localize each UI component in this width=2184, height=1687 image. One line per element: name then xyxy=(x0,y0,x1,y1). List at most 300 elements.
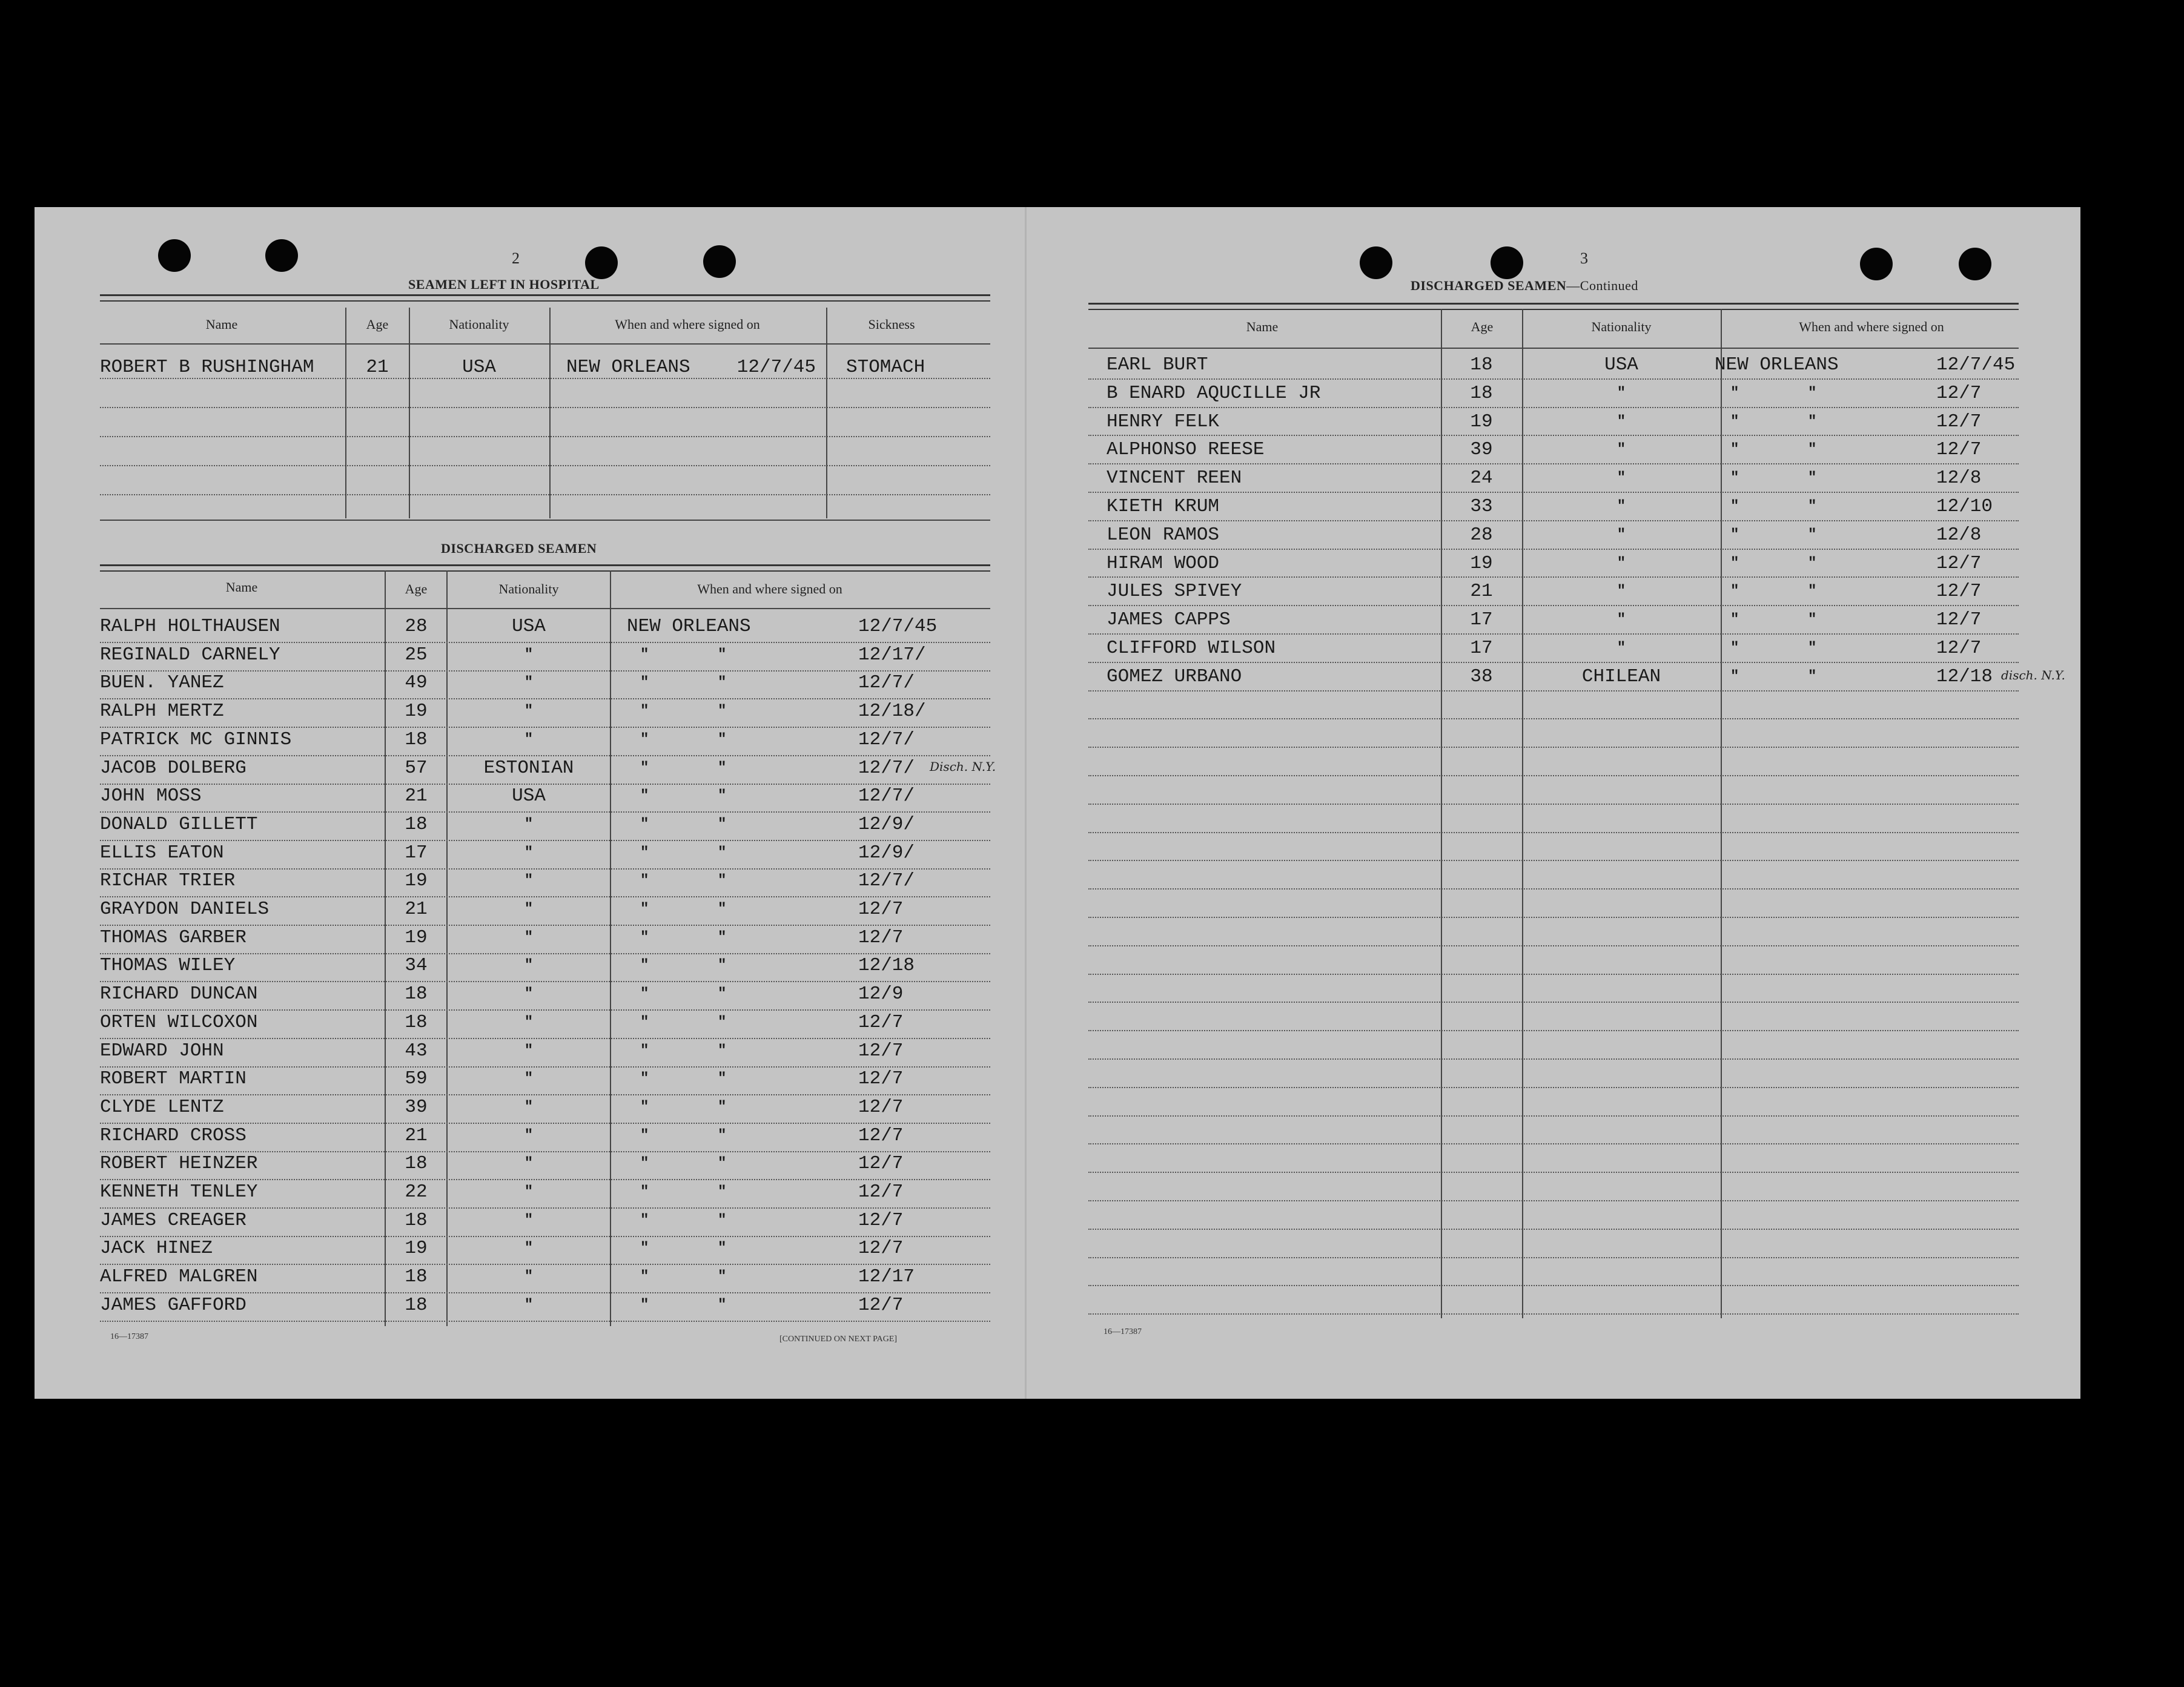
discharged-cell-date: 12/7 xyxy=(858,899,904,920)
discharge-note: disch. N.Y. xyxy=(2001,668,2065,682)
discharged-row-line xyxy=(100,896,990,897)
discharged-row-line xyxy=(100,1207,990,1209)
continued-on-next-page: [CONTINUED ON NEXT PAGE] xyxy=(779,1335,898,1344)
right-cell-place-ditto: " xyxy=(1808,527,1817,543)
right-cell-date: 12/18 xyxy=(1936,666,1993,687)
right-row-line xyxy=(1088,974,2019,975)
discharged-cell-place: " xyxy=(640,1155,649,1172)
right-cell-name: LEON RAMOS xyxy=(1107,524,1220,546)
right-cell-name: HENRY FELK xyxy=(1107,411,1220,432)
discharged-cell-age: 49 xyxy=(405,672,428,693)
right-cell-age: 39 xyxy=(1470,439,1493,460)
discharged-cell-age: 18 xyxy=(405,1153,428,1174)
discharged-cell-date: 12/7 xyxy=(858,1238,904,1259)
discharged-cell-nationality: " xyxy=(524,1297,534,1313)
right-header-nationality: Nationality xyxy=(1591,319,1652,334)
right-cell-name: KIETH KRUM xyxy=(1107,496,1220,517)
right-cell-age: 33 xyxy=(1470,496,1493,517)
discharged-cell-age: 21 xyxy=(405,899,428,920)
discharged-cell-place-ditto: " xyxy=(718,760,727,776)
discharged-cell-date: 12/7/ xyxy=(858,758,915,779)
discharged-section-title: DISCHARGED SEAMEN xyxy=(441,541,597,556)
right-cell-nationality: " xyxy=(1616,441,1626,458)
discharged-header-age: Age xyxy=(405,581,428,596)
right-cell-place-ditto: " xyxy=(1808,441,1817,458)
discharged-cell-place-ditto: " xyxy=(718,845,727,861)
hospital-row-line xyxy=(100,436,990,437)
right-cell-name: ALPHONSO REESE xyxy=(1107,439,1265,460)
hospital-header-sickness: Sickness xyxy=(868,317,915,332)
discharged-cell-place: " xyxy=(640,1127,649,1144)
right-row-line xyxy=(1088,832,2019,833)
right-cell-place-ditto: " xyxy=(1808,583,1817,599)
discharged-cell-place-ditto: " xyxy=(718,957,727,974)
discharged-cell-place: " xyxy=(640,1269,649,1285)
right-cell-place: " xyxy=(1730,640,1739,656)
discharged-cell-place-ditto: " xyxy=(718,1099,727,1115)
hospital-column-rule xyxy=(409,308,410,518)
discharged-cell-place: " xyxy=(640,731,649,748)
discharged-cell-age: 34 xyxy=(405,955,428,976)
punch-hole xyxy=(1959,248,1991,280)
page-number-left: 2 xyxy=(512,249,520,267)
discharged-row-line xyxy=(100,1321,990,1322)
discharged-row-line xyxy=(100,670,990,672)
discharged-cell-nationality: " xyxy=(524,703,534,719)
discharged-cell-name: ROBERT HEINZER xyxy=(100,1153,258,1174)
discharged-cell-place: " xyxy=(640,788,649,804)
right-row-line xyxy=(1088,1087,2019,1088)
right-cell-place-ditto: " xyxy=(1808,470,1817,486)
right-cell-date: 12/8 xyxy=(1936,467,1982,489)
right-row-line xyxy=(1088,1200,2019,1201)
discharged-row-line xyxy=(100,1292,990,1293)
hospital-title-rule xyxy=(100,294,990,302)
discharged-cell-name: EDWARD JOHN xyxy=(100,1040,224,1061)
right-row-line xyxy=(1088,378,2019,380)
right-cell-date: 12/7/45 xyxy=(1936,354,2016,375)
right-row-line xyxy=(1088,747,2019,748)
discharged-continued-title xyxy=(1411,278,1638,294)
right-row-line xyxy=(1088,888,2019,890)
right-cell-place-ditto: " xyxy=(1808,414,1817,430)
discharged-cell-place: " xyxy=(640,929,649,946)
discharged-cell-place-ditto: " xyxy=(718,1297,727,1313)
discharged-row-line xyxy=(100,1236,990,1237)
right-cell-age: 38 xyxy=(1470,666,1493,687)
right-cell-nationality: " xyxy=(1616,498,1626,515)
right-row-line xyxy=(1088,775,2019,776)
right-row-line xyxy=(1088,1030,2019,1031)
right-cell-name: EARL BURT xyxy=(1107,354,1208,375)
discharged-cell-place: " xyxy=(640,1212,649,1229)
discharged-cell-place-ditto: " xyxy=(718,1240,727,1256)
discharged-row-line xyxy=(100,1066,990,1068)
right-cell-date: 12/7 xyxy=(1936,383,1982,404)
discharged-row-line xyxy=(100,1151,990,1152)
discharged-cell-name: BUEN. YANEZ xyxy=(100,672,224,693)
discharge-note: Disch. N.Y. xyxy=(930,759,996,774)
discharged-column-rule xyxy=(446,570,448,1326)
hospital-section-title: SEAMEN LEFT IN HOSPITAL xyxy=(408,277,600,292)
right-row-line xyxy=(1088,520,2019,521)
discharged-cell-name: REGINALD CARNELY xyxy=(100,644,280,665)
right-header-age: Age xyxy=(1471,319,1494,334)
right-cell-place-ditto: " xyxy=(1808,498,1817,515)
right-row-line xyxy=(1088,860,2019,861)
right-cell-name: CLIFFORD WILSON xyxy=(1107,638,1276,659)
discharged-cell-place: " xyxy=(640,760,649,776)
discharged-row-line xyxy=(100,1009,990,1011)
hospital-row-line xyxy=(100,494,990,495)
discharged-cell-nationality: " xyxy=(524,929,534,946)
discharged-continued-title-main: DISCHARGED SEAMEN xyxy=(1411,278,1567,293)
discharged-cell-nationality: " xyxy=(524,816,534,833)
discharged-cell-place: " xyxy=(640,845,649,861)
discharged-cell-nationality: " xyxy=(524,1099,534,1115)
discharged-cell-nationality: " xyxy=(524,1269,534,1285)
punch-hole xyxy=(1360,246,1392,279)
discharged-cell-age: 18 xyxy=(405,1012,428,1033)
right-cell-date: 12/10 xyxy=(1936,496,1993,517)
punch-hole xyxy=(1491,246,1523,279)
right-cell-place: " xyxy=(1730,414,1739,430)
discharged-cell-name: JACOB DOLBERG xyxy=(100,758,247,779)
right-cell-place: " xyxy=(1730,555,1739,572)
hospital-bottom-rule xyxy=(100,520,990,521)
discharged-cell-name: PATRICK MC GINNIS xyxy=(100,729,292,750)
right-row-line xyxy=(1088,1058,2019,1060)
discharged-cell-place-ditto: " xyxy=(718,929,727,946)
discharged-cell-nationality: " xyxy=(524,957,534,974)
discharged-cell-nationality: USA xyxy=(512,616,546,637)
right-header-rule xyxy=(1088,348,2019,349)
discharged-cell-date: 12/17 xyxy=(858,1266,915,1287)
right-row-line xyxy=(1088,1285,2019,1286)
discharged-cell-name: RICHARD CROSS xyxy=(100,1125,247,1146)
right-row-line xyxy=(1088,1172,2019,1173)
discharged-cell-place-ditto: " xyxy=(718,1014,727,1031)
discharged-cell-name: JAMES GAFFORD xyxy=(100,1295,247,1316)
discharged-cell-nationality: " xyxy=(524,845,534,861)
right-row-line xyxy=(1088,917,2019,918)
discharged-cell-date: 12/7 xyxy=(858,1295,904,1316)
discharged-title-rule xyxy=(100,564,990,572)
right-cell-nationality: " xyxy=(1616,470,1626,486)
discharged-cell-name: RALPH HOLTHAUSEN xyxy=(100,616,280,637)
right-row-line xyxy=(1088,1115,2019,1117)
punch-hole xyxy=(1860,248,1893,280)
discharged-row-line xyxy=(100,1038,990,1039)
hospital-header-rule xyxy=(100,343,990,345)
discharged-cell-name: JOHN MOSS xyxy=(100,785,202,807)
discharged-cell-nationality: " xyxy=(524,1155,534,1172)
discharged-cell-age: 19 xyxy=(405,870,428,891)
right-cell-age: 18 xyxy=(1470,354,1493,375)
right-cell-name: VINCENT REEN xyxy=(1107,467,1242,489)
hospital-cell-nationality: USA xyxy=(462,357,496,378)
right-cell-nationality: " xyxy=(1616,640,1626,656)
discharged-cell-name: KENNETH TENLEY xyxy=(100,1181,258,1203)
discharged-cell-name: JACK HINEZ xyxy=(100,1238,213,1259)
right-cell-place-ditto: " xyxy=(1808,612,1817,628)
discharged-cell-nationality: " xyxy=(524,873,534,889)
discharged-header-rule xyxy=(100,608,990,609)
discharged-cell-nationality: " xyxy=(524,1043,534,1059)
discharged-cell-age: 39 xyxy=(405,1097,428,1118)
discharged-cell-name: RALPH MERTZ xyxy=(100,701,224,722)
punch-hole xyxy=(265,239,298,272)
hospital-header-age: Age xyxy=(366,317,389,332)
right-row-line xyxy=(1088,945,2019,946)
page-fold xyxy=(1025,207,1027,1399)
right-cell-place: " xyxy=(1730,385,1739,401)
right-cell-place: " xyxy=(1730,612,1739,628)
right-row-line xyxy=(1088,576,2019,578)
right-cell-age: 19 xyxy=(1470,553,1493,574)
right-column-rule xyxy=(1721,309,1722,1318)
discharged-cell-place: " xyxy=(640,1071,649,1087)
discharged-cell-date: 12/7 xyxy=(858,1040,904,1061)
right-cell-age: 24 xyxy=(1470,467,1493,489)
discharged-row-line xyxy=(100,727,990,728)
discharged-row-line xyxy=(100,1123,990,1124)
right-cell-age: 17 xyxy=(1470,609,1493,630)
discharged-cell-nationality: " xyxy=(524,1212,534,1229)
discharged-row-line xyxy=(100,840,990,841)
discharged-cell-nationality: " xyxy=(524,675,534,691)
discharged-row-line xyxy=(100,698,990,699)
discharged-header-nationality: Nationality xyxy=(498,581,559,596)
discharged-cell-date: 12/7/ xyxy=(858,785,915,807)
right-header-name: Name xyxy=(1246,319,1279,334)
discharged-column-rule xyxy=(385,570,386,1326)
discharged-cell-place: " xyxy=(640,816,649,833)
discharged-cell-place-ditto: " xyxy=(718,1127,727,1144)
right-row-line xyxy=(1088,718,2019,719)
form-number-right: 16—17387 xyxy=(1104,1327,1142,1336)
hospital-column-rule xyxy=(345,308,346,518)
discharged-cell-nationality: " xyxy=(524,647,534,663)
discharged-cell-nationality: " xyxy=(524,1014,534,1031)
discharged-row-line xyxy=(100,868,990,870)
discharged-cell-place-ditto: " xyxy=(718,703,727,719)
right-column-rule xyxy=(1441,309,1442,1318)
hospital-header-name: Name xyxy=(205,317,238,332)
right-row-line xyxy=(1088,1229,2019,1230)
discharged-cell-place-ditto: " xyxy=(718,788,727,804)
hospital-cell-date: 12/7/45 xyxy=(736,357,816,378)
right-row-line xyxy=(1088,1143,2019,1144)
discharged-cell-place: " xyxy=(640,901,649,917)
hospital-row-line xyxy=(100,465,990,466)
discharged-cell-nationality: " xyxy=(524,731,534,748)
discharged-cell-date: 12/7 xyxy=(858,927,904,948)
discharged-cell-age: 21 xyxy=(405,785,428,807)
discharged-cell-nationality: " xyxy=(524,1127,534,1144)
right-cell-nationality: " xyxy=(1616,612,1626,628)
right-cell-nationality: USA xyxy=(1604,354,1638,375)
right-row-line xyxy=(1088,662,2019,663)
discharged-cell-date: 12/7/ xyxy=(858,729,915,750)
discharged-cell-date: 12/7 xyxy=(858,1097,904,1118)
right-cell-name: JULES SPIVEY xyxy=(1107,581,1242,602)
right-row-line xyxy=(1088,605,2019,606)
punch-hole xyxy=(158,239,191,272)
discharged-cell-place-ditto: " xyxy=(718,873,727,889)
discharged-row-line xyxy=(100,784,990,785)
discharged-cell-place-ditto: " xyxy=(718,731,727,748)
discharged-cell-age: 19 xyxy=(405,701,428,722)
discharged-cell-date: 12/9 xyxy=(858,983,904,1005)
right-cell-place: " xyxy=(1730,527,1739,543)
hospital-row-line xyxy=(100,407,990,408)
discharged-cell-place: " xyxy=(640,957,649,974)
right-row-line xyxy=(1088,407,2019,408)
discharged-row-line xyxy=(100,1264,990,1265)
right-cell-date: 12/7 xyxy=(1936,581,1982,602)
discharged-cell-date: 12/7 xyxy=(858,1012,904,1033)
right-cell-nationality: " xyxy=(1616,583,1626,599)
discharged-cell-age: 17 xyxy=(405,842,428,863)
punch-hole xyxy=(585,246,618,279)
discharged-cell-place: " xyxy=(640,873,649,889)
discharged-cell-place: " xyxy=(640,1297,649,1313)
discharged-cell-date: 12/18 xyxy=(858,955,915,976)
discharged-cell-age: 18 xyxy=(405,1295,428,1316)
discharged-cell-place-ditto: " xyxy=(718,1155,727,1172)
right-cell-nationality: " xyxy=(1616,414,1626,430)
discharged-cell-date: 12/7/ xyxy=(858,870,915,891)
right-row-line xyxy=(1088,1313,2019,1315)
right-cell-age: 21 xyxy=(1470,581,1493,602)
right-cell-place: " xyxy=(1730,669,1739,685)
right-cell-age: 18 xyxy=(1470,383,1493,404)
discharged-row-line xyxy=(100,642,990,643)
discharged-cell-name: RICHARD DUNCAN xyxy=(100,983,258,1005)
discharged-row-line xyxy=(100,755,990,756)
hospital-row-line xyxy=(100,378,990,379)
discharged-cell-date: 12/7 xyxy=(858,1210,904,1231)
discharged-cell-nationality: " xyxy=(524,1240,534,1256)
discharged-cell-age: 18 xyxy=(405,1266,428,1287)
discharged-cell-name: ORTEN WILCOXON xyxy=(100,1012,258,1033)
discharged-cell-place-ditto: " xyxy=(718,1269,727,1285)
discharged-cell-name: THOMAS GARBER xyxy=(100,927,247,948)
discharged-cell-date: 12/9/ xyxy=(858,842,915,863)
discharged-header-signed: When and where signed on xyxy=(697,581,842,596)
discharged-cell-age: 18 xyxy=(405,983,428,1005)
discharged-row-line xyxy=(100,981,990,982)
discharged-cell-place: NEW ORLEANS xyxy=(627,616,751,637)
discharged-cell-place-ditto: " xyxy=(718,901,727,917)
discharged-cell-age: 19 xyxy=(405,927,428,948)
discharged-row-line xyxy=(100,1094,990,1095)
discharged-cell-age: 59 xyxy=(405,1068,428,1089)
form-number-left: 16—17387 xyxy=(110,1332,148,1341)
discharged-cell-place-ditto: " xyxy=(718,1043,727,1059)
right-cell-place: NEW ORLEANS xyxy=(1715,354,1839,375)
right-row-line xyxy=(1088,804,2019,805)
discharged-cell-name: CLYDE LENTZ xyxy=(100,1097,224,1118)
discharged-cell-date: 12/18/ xyxy=(858,701,926,722)
discharged-cell-place: " xyxy=(640,703,649,719)
discharged-cell-date: 12/7 xyxy=(858,1068,904,1089)
right-cell-place: " xyxy=(1730,583,1739,599)
hospital-column-rule xyxy=(549,308,551,518)
right-row-line xyxy=(1088,435,2019,436)
discharged-cell-nationality: " xyxy=(524,1071,534,1087)
discharged-cell-nationality: " xyxy=(524,901,534,917)
discharged-cell-age: 22 xyxy=(405,1181,428,1203)
discharged-cell-place-ditto: " xyxy=(718,647,727,663)
hospital-cell-place: NEW ORLEANS xyxy=(566,357,690,378)
discharged-cell-place-ditto: " xyxy=(718,675,727,691)
discharged-cell-age: 18 xyxy=(405,814,428,835)
discharged-cell-name: ELLIS EATON xyxy=(100,842,224,863)
right-cell-date: 12/7 xyxy=(1936,411,1982,432)
hospital-header-signed: When and where signed on xyxy=(615,317,760,332)
right-cell-nationality: " xyxy=(1616,385,1626,401)
discharged-cell-place-ditto: " xyxy=(718,1212,727,1229)
discharged-cell-place-ditto: " xyxy=(718,1184,727,1200)
right-header-signed: When and where signed on xyxy=(1799,319,1944,334)
right-cell-place: " xyxy=(1730,441,1739,458)
discharged-cell-nationality: " xyxy=(524,1184,534,1200)
discharged-cell-age: 21 xyxy=(405,1125,428,1146)
hospital-cell-name: ROBERT B RUSHINGHAM xyxy=(100,357,314,378)
discharged-header-name: Name xyxy=(225,579,258,595)
discharged-row-line xyxy=(100,1179,990,1180)
right-cell-place-ditto: " xyxy=(1808,640,1817,656)
right-cell-place: " xyxy=(1730,470,1739,486)
discharged-continued-title-suffix: —Continued xyxy=(1566,278,1638,293)
page-number-right: 3 xyxy=(1580,249,1588,267)
discharged-cell-place: " xyxy=(640,1240,649,1256)
discharged-cell-name: ALFRED MALGREN xyxy=(100,1266,258,1287)
right-cell-age: 17 xyxy=(1470,638,1493,659)
right-cell-age: 19 xyxy=(1470,411,1493,432)
document-sheet xyxy=(35,207,2080,1399)
right-row-line xyxy=(1088,633,2019,635)
discharged-cell-date: 12/7 xyxy=(858,1181,904,1203)
discharged-cell-age: 43 xyxy=(405,1040,428,1061)
discharged-row-line xyxy=(100,953,990,954)
right-row-line xyxy=(1088,1002,2019,1003)
right-row-line xyxy=(1088,549,2019,550)
right-row-line xyxy=(1088,463,2019,464)
discharged-cell-place: " xyxy=(640,1014,649,1031)
discharged-cell-age: 57 xyxy=(405,758,428,779)
right-row-line xyxy=(1088,1257,2019,1258)
right-cell-name: GOMEZ URBANO xyxy=(1107,666,1242,687)
discharged-cell-name: GRAYDON DANIELS xyxy=(100,899,270,920)
hospital-cell-sickness: STOMACH xyxy=(846,357,925,378)
discharged-cell-place: " xyxy=(640,647,649,663)
discharged-cell-name: DONALD GILLETT xyxy=(100,814,258,835)
hospital-column-rule xyxy=(826,308,827,518)
discharged-cell-date: 12/7 xyxy=(858,1153,904,1174)
right-cell-name: JAMES CAPPS xyxy=(1107,609,1231,630)
discharged-cell-date: 12/7/ xyxy=(858,672,915,693)
discharged-cell-age: 25 xyxy=(405,644,428,665)
hospital-cell-age: 21 xyxy=(366,357,389,378)
right-column-rule xyxy=(1522,309,1523,1318)
discharged-cell-date: 12/7/45 xyxy=(858,616,938,637)
right-cell-nationality: " xyxy=(1616,555,1626,572)
right-row-line xyxy=(1088,492,2019,493)
right-cell-place-ditto: " xyxy=(1808,385,1817,401)
